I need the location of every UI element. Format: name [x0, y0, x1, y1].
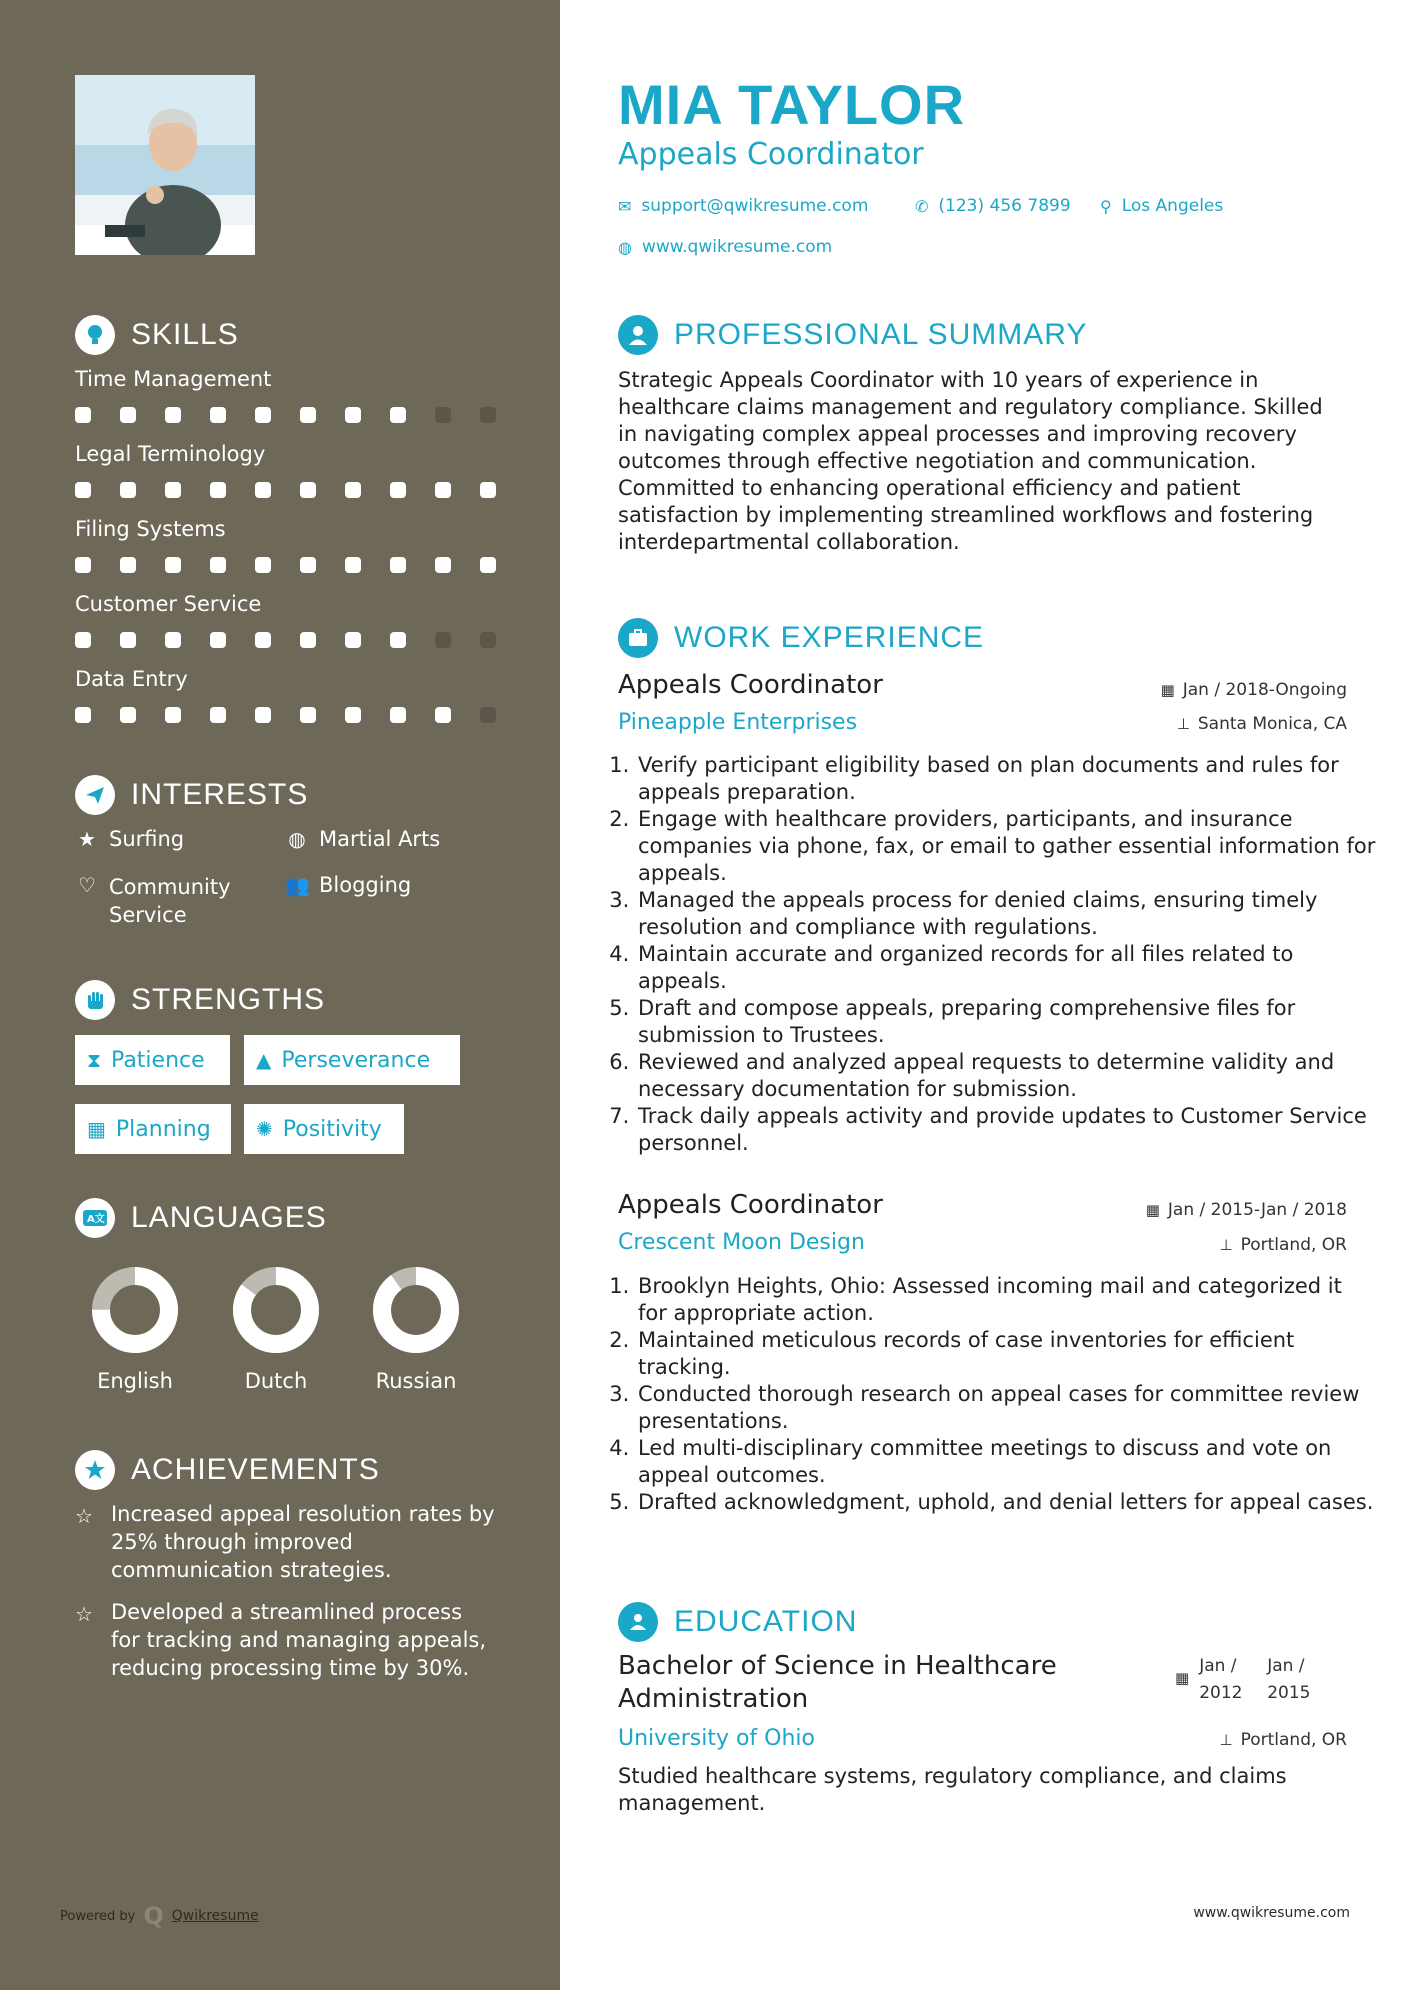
hand-icon: [75, 980, 115, 1020]
interest-item: [285, 873, 411, 897]
skill-dot-empty: [435, 407, 451, 423]
education-start-year: 2012: [1199, 1683, 1243, 1703]
location-text: Los Angeles: [1121, 196, 1224, 216]
skill-rating: [75, 707, 496, 723]
pushpin-icon: ⊥: [1219, 1236, 1233, 1254]
candidate-role: Appeals Coordinator: [618, 137, 924, 172]
education-start: [1199, 1653, 1257, 1707]
skill-dot-filled: [165, 407, 181, 423]
interest-item: [285, 827, 440, 851]
achievement-item: [75, 1598, 495, 1682]
contact-phone[interactable]: [915, 196, 1071, 216]
interests-title: INTERESTS: [131, 778, 309, 811]
skill-dot-filled: [210, 632, 226, 648]
skill-dot-filled: [120, 407, 136, 423]
duty-list: [618, 752, 1376, 1157]
duty-item: 4. Led multi-disciplinary committee meetings to discuss and vote on appeal outcomes.: [636, 1435, 1376, 1489]
graduation-icon: [618, 1602, 658, 1642]
education-title: EDUCATION: [674, 1605, 858, 1638]
skill-dot-filled: [390, 557, 406, 573]
language-item: [221, 1265, 331, 1393]
skill-dot-filled: [480, 557, 496, 573]
skill-name: Customer Service: [75, 592, 262, 616]
skill-rating: [75, 557, 496, 573]
language-ring: [231, 1265, 321, 1355]
school-name: University of Ohio: [618, 1726, 816, 1751]
skill-dot-filled: [75, 707, 91, 723]
job-location: [1220, 1235, 1348, 1255]
phone-text[interactable]: (123) 456 7899: [938, 196, 1071, 216]
skill-dot-filled: [435, 482, 451, 498]
skill-dot-filled: [210, 707, 226, 723]
user-icon: [618, 315, 658, 355]
skill-dot-filled: [120, 482, 136, 498]
strength-label: Perseverance: [281, 1047, 431, 1073]
interest-label-line: Community: [109, 875, 231, 899]
strength-tag: [244, 1104, 404, 1154]
skill-dot-filled: [300, 707, 316, 723]
skill-dot-filled: [435, 707, 451, 723]
skill-name: Time Management: [75, 367, 272, 391]
globe-icon: ◍: [618, 237, 632, 257]
paper-plane-icon: [75, 775, 115, 815]
skill-dot-filled: [165, 707, 181, 723]
email-text[interactable]: support@qwikresume.com: [641, 196, 869, 216]
duty-item: 5. Drafted acknowledgment, uphold, and denial letters for appeal cases.: [636, 1489, 1376, 1516]
mountain-icon: ▲: [256, 1048, 272, 1072]
star-badge-icon: [75, 1450, 115, 1490]
shooting-star-icon: ☆: [75, 1504, 93, 1528]
job-dates-text: Jan / 2018-Ongoing: [1182, 680, 1347, 700]
duty-item: 3. Conducted thorough research on appeal cases for committee review presentations.: [636, 1381, 1376, 1435]
interest-label: Surfing: [109, 827, 185, 851]
strengths-heading: [75, 980, 325, 1020]
company-name: Pineapple Enterprises: [618, 710, 858, 735]
education-location-text: Portland, OR: [1240, 1730, 1347, 1750]
calendar-icon: ▦: [1160, 681, 1175, 699]
language-ring: [371, 1265, 461, 1355]
translate-icon: [75, 1198, 115, 1238]
main-content: [560, 0, 1407, 1990]
profile-photo: [75, 75, 255, 255]
strength-label: Patience: [111, 1047, 205, 1073]
skill-dot-filled: [75, 557, 91, 573]
skill-dot-filled: [300, 632, 316, 648]
skill-rating: [75, 482, 496, 498]
users-icon: 👥: [285, 873, 310, 897]
skill-dot-filled: [255, 707, 271, 723]
language-name: Russian: [375, 1369, 457, 1393]
skill-dot-filled: [255, 557, 271, 573]
education-heading: [618, 1602, 857, 1642]
education-end: [1267, 1653, 1325, 1707]
briefcase-icon: [618, 618, 658, 658]
globe-icon: ◍: [288, 827, 306, 851]
summary-text: Strategic Appeals Coordinator with 10 years of experience in healthcare claims management and regulatory compliance. Skilled in navigating complex appeal processes and improving recovery outcomes through effective negotiation and communication. Committed to enhancing operational efficiency and patient satisfaction by implementing streamlined workflows and fostering interdepartmental collaboration.: [618, 368, 1323, 554]
skill-dot-filled: [345, 482, 361, 498]
education-start-month: Jan /: [1199, 1656, 1237, 1676]
skill-dot-filled: [435, 557, 451, 573]
language-item: [361, 1265, 471, 1393]
achievements-title: ACHIEVEMENTS: [131, 1453, 380, 1486]
job-dates: [1161, 680, 1347, 700]
envelope-icon: ✉: [618, 196, 632, 216]
skill-dot-filled: [300, 482, 316, 498]
footer-url[interactable]: www.qwikresume.com: [1193, 1905, 1350, 1921]
job-location-text: Santa Monica, CA: [1197, 714, 1347, 734]
duty-item: 1. Brooklyn Heights, Ohio: Assessed incoming mail and categorized it for appropriate action.: [636, 1273, 1376, 1327]
strength-tag: [75, 1035, 230, 1085]
calendar-icon: ▦: [1175, 1669, 1190, 1687]
interest-label: Martial Arts: [319, 827, 441, 851]
skill-dot-empty: [435, 632, 451, 648]
skill-dot-filled: [345, 557, 361, 573]
strength-label: Planning: [115, 1116, 211, 1142]
degree-title: Bachelor of Science in Healthcare Administration: [618, 1651, 1057, 1714]
skill-dot-filled: [480, 482, 496, 498]
star-icon: ★: [78, 827, 96, 851]
education-end-year: 2015: [1267, 1683, 1311, 1703]
strengths-title: STRENGTHS: [131, 983, 326, 1016]
skill-dot-filled: [210, 407, 226, 423]
skill-dot-filled: [345, 407, 361, 423]
skill-dot-filled: [390, 707, 406, 723]
lightbulb-icon: [75, 315, 115, 355]
calendar-icon: ▦: [87, 1117, 106, 1141]
candidate-name: MIA TAYLOR: [618, 73, 966, 136]
contact-website[interactable]: [618, 237, 832, 257]
hourglass-icon: ⧗: [87, 1048, 102, 1072]
map-marker-icon: ⚲: [1100, 196, 1112, 216]
duty-list: [618, 1273, 1376, 1516]
interest-label: [109, 873, 231, 929]
interest-item: [75, 827, 184, 851]
interest-item: [75, 873, 231, 929]
calendar-icon: ▦: [1145, 1201, 1160, 1219]
job-location: [1177, 714, 1347, 734]
duty-item: 7. Track daily appeals activity and provide updates to Customer Service personnel.: [636, 1103, 1376, 1157]
job-location-text: Portland, OR: [1240, 1235, 1347, 1255]
skill-dot-filled: [255, 632, 271, 648]
language-ring-fill: [382, 1276, 450, 1344]
duty-item: 3. Managed the appeals process for denied claims, ensuring timely resolution and compliance with regulations.: [636, 887, 1376, 941]
skills-heading: [75, 315, 239, 355]
job-title: Appeals Coordinator: [618, 1190, 883, 1220]
skill-name: Legal Terminology: [75, 442, 266, 466]
interest-label: Blogging: [319, 873, 412, 897]
language-ring: [90, 1265, 180, 1355]
skill-name: Data Entry: [75, 667, 188, 691]
qwikresume-logo-icon: Q: [143, 1902, 164, 1930]
strength-tag: [75, 1104, 231, 1154]
skill-dot-empty: [480, 707, 496, 723]
duty-item: 1. Verify participant eligibility based on plan documents and rules for appeals preparation.: [636, 752, 1376, 806]
skill-dot-filled: [300, 407, 316, 423]
pushpin-icon: ⊥: [1176, 715, 1190, 733]
interest-label-line: Service: [109, 903, 187, 927]
powered-by-label: Powered by: [60, 1908, 136, 1924]
skill-dot-filled: [390, 482, 406, 498]
sun-icon: ✺: [256, 1117, 273, 1141]
skill-dot-filled: [300, 557, 316, 573]
skill-dot-filled: [345, 707, 361, 723]
duty-item: 4. Maintain accurate and organized records for all files related to appeals.: [636, 941, 1376, 995]
job-title: Appeals Coordinator: [618, 670, 883, 700]
languages-heading: [75, 1198, 327, 1238]
experience-title: WORK EXPERIENCE: [674, 621, 985, 654]
job-dates-text: Jan / 2015-Jan / 2018: [1167, 1200, 1347, 1220]
duty-item: 5. Draft and compose appeals, preparing comprehensive files for submission to Trustees.: [636, 995, 1376, 1049]
language-item: [80, 1265, 190, 1393]
skill-dot-filled: [210, 482, 226, 498]
skill-dot-filled: [255, 407, 271, 423]
summary-title: PROFESSIONAL SUMMARY: [674, 318, 1088, 351]
languages-title: LANGUAGES: [131, 1201, 327, 1234]
company-name: Crescent Moon Design: [618, 1230, 865, 1255]
education-description: Studied healthcare systems, regulatory compliance, and claims management.: [618, 1764, 1287, 1815]
skill-dot-filled: [165, 632, 181, 648]
education-location: [1220, 1730, 1348, 1750]
education-dates: [1175, 1653, 1325, 1707]
strength-tag: [244, 1035, 460, 1085]
pushpin-icon: ⊥: [1219, 1731, 1233, 1749]
language-name: Dutch: [244, 1369, 308, 1393]
svg-text:A文: A文: [87, 1214, 105, 1225]
shooting-star-icon: ☆: [75, 1602, 93, 1626]
skill-dot-filled: [75, 632, 91, 648]
qwikresume-link[interactable]: Qwikresume: [171, 1908, 259, 1924]
job-dates: [1146, 1200, 1347, 1220]
skill-dot-filled: [120, 707, 136, 723]
skill-rating: [75, 632, 496, 648]
contact-location: [1100, 196, 1223, 216]
website-text[interactable]: www.qwikresume.com: [641, 237, 833, 257]
experience-heading: [618, 618, 984, 658]
contact-email[interactable]: [618, 196, 868, 216]
skill-dot-filled: [390, 407, 406, 423]
skill-dot-filled: [390, 632, 406, 648]
skill-name: Filing Systems: [75, 517, 226, 541]
skill-dot-filled: [75, 482, 91, 498]
duty-item: 2. Maintained meticulous records of case inventories for efficient tracking.: [636, 1327, 1376, 1381]
summary-heading: [618, 315, 1087, 355]
education-end-month: Jan /: [1267, 1656, 1305, 1676]
skill-dot-filled: [165, 482, 181, 498]
achievement-text: Increased appeal resolution rates by 25% through improved communication strategies.: [110, 1502, 495, 1582]
skill-dot-filled: [345, 632, 361, 648]
skill-dot-filled: [120, 632, 136, 648]
sidebar: [0, 0, 560, 1990]
phone-icon: ✆: [915, 196, 929, 216]
skill-rating: [75, 407, 496, 423]
achievements-heading: [75, 1450, 380, 1490]
skill-dot-filled: [255, 482, 271, 498]
skill-dot-filled: [75, 407, 91, 423]
duty-item: 2. Engage with healthcare providers, participants, and insurance companies via phone, fax, or email to gather essential information for appeals.: [636, 806, 1376, 887]
language-name: English: [97, 1369, 173, 1393]
duty-item: 6. Reviewed and analyzed appeal requests to determine validity and necessary documentation for submission.: [636, 1049, 1376, 1103]
skill-dot-filled: [120, 557, 136, 573]
achievement-text: Developed a streamlined process for tracking and managing appeals, reducing processing time by 30%.: [110, 1600, 487, 1680]
heart-outline-icon: ♡: [78, 873, 96, 897]
skill-dot-filled: [165, 557, 181, 573]
skill-dot-filled: [210, 557, 226, 573]
powered-by: [60, 1902, 259, 1930]
strength-label: Positivity: [282, 1116, 382, 1142]
achievement-item: [75, 1500, 495, 1584]
skill-dot-empty: [480, 632, 496, 648]
interests-heading: [75, 775, 308, 815]
skills-title: SKILLS: [131, 318, 239, 351]
skill-dot-empty: [480, 407, 496, 423]
